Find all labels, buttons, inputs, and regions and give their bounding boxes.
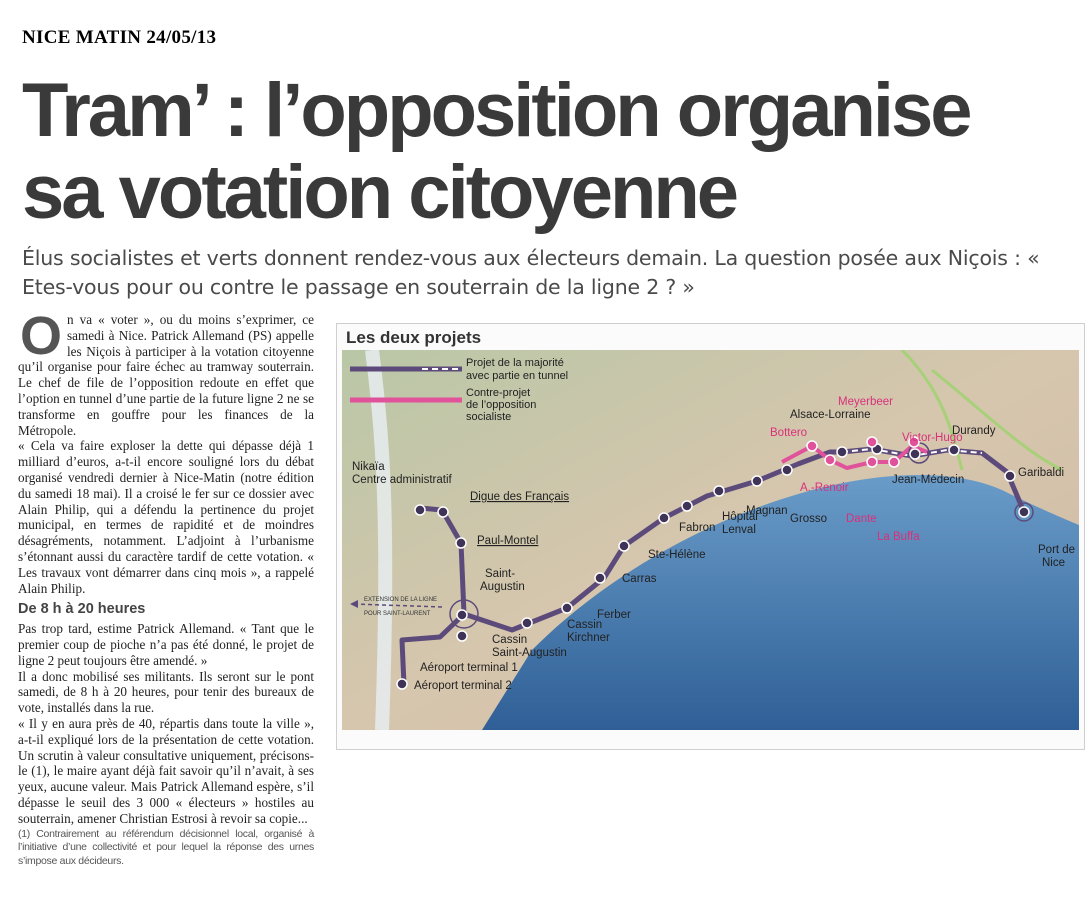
station-alsace-lorraine	[837, 447, 847, 457]
paragraph-2: « Cela va faire exploser la dette qui dépasse déjà 1 milliard d’euros, a-t-il encore souligné lors du débat organisé vendredi dernier à Nice-Matin (notre édition du samedi 18 mai). Il a croisé le fer sur ce dossier avec Alain Philip, qui a défendu la pertinence du projet municipal, en termes de rapidité et de moindres désagréments, notamment. L’adjoint à l’urbanisme s’étonnant aussi du caractère tardif de cette votation. « Les travaux vont démarrer dans cinq mois », a rappelé Alain Philip.	[18, 438, 314, 596]
station-saint-augustin	[457, 610, 467, 620]
label-saint-augustin-2: Augustin	[480, 581, 525, 593]
label-a-renoir: A.-Renoir	[800, 482, 849, 494]
label-digue: Digue des Français	[470, 491, 570, 503]
section-subhead: De 8 h à 20 heures	[18, 601, 146, 618]
label-saint-augustin-1: Saint-	[485, 568, 516, 580]
label-nikaia-1: Nikaïa	[352, 461, 385, 473]
footnote: (1) Contrairement au référendum décisionnel local, organisé à l’initiative d’une collectivité et pour lequel la réponse des urnes s’impose aux décideurs.	[18, 827, 314, 867]
label-dante: Dante	[846, 513, 877, 525]
station-nikaia	[415, 505, 425, 515]
label-hopital-1: Hôpital	[722, 511, 758, 523]
label-garibaldi: Garibaldi	[1018, 467, 1065, 479]
label-victor-hugo: Victor-Hugo	[902, 432, 963, 444]
dropcap: O	[20, 306, 63, 366]
headline-line-1: Tram’ : l’opposition organise	[22, 68, 970, 153]
label-magnan: Magnan	[746, 505, 788, 517]
label-hopital-2: Lenval	[722, 524, 756, 536]
label-alsace-lorraine: Alsace-Lorraine	[790, 409, 871, 421]
paragraph-5: « Il y en aura près de 40, répartis dans toute la ville », a-t-il expliqué lors de la présentation de cette votation. Un scrutin à valeur consultative uniquement, précisons-le (1), le maire ayant déjà fait savoir qu’il n’avait, à ses yeux, aucune valeur. Mais Patrick Allemand espère, s’il dépasse le seuil des 3 000 « électeurs » hostiles au souterrain, amener Christian Estrosi à revoir sa copie...	[18, 715, 314, 826]
station-carras	[619, 541, 629, 551]
extension-label-2: POUR SAINT-LAURENT	[364, 611, 431, 617]
station-aeroport-2	[397, 679, 407, 689]
legend-majority-label-1: Projet de la majorité	[466, 357, 564, 369]
label-la-buffa: La Buffa	[877, 531, 920, 543]
station-cassin-kirchner	[562, 603, 572, 613]
publication-source: NICE MATIN 24/05/13	[22, 27, 217, 48]
station-la-buffa	[889, 457, 899, 467]
map-title: Les deux projets	[346, 328, 482, 347]
legend-counter-label-3: socialiste	[466, 411, 512, 423]
station-digue	[438, 507, 448, 517]
label-port-1: Port de	[1038, 544, 1076, 556]
paragraph-1-text: n va « voter », ou du moins s’exprimer, ce samedi à Nice. Patrick Allemand (PS) appelle les Niçois à participer à la votation citoyenne qu’il organise pour faire échec au tramway souterrain. Le chef de file de l’opposition redoute en effet que l’option en tunnel d’une partie de la future ligne 2 ne se transforme en gouffre pour les finances de la Métropole.	[18, 312, 314, 438]
label-aeroport-1: Aéroport terminal 1	[420, 662, 518, 674]
label-nikaia-2: Centre administratif	[352, 474, 452, 486]
label-port-2: Nice	[1042, 557, 1066, 569]
label-carras: Carras	[622, 573, 657, 585]
legend-counter-label-1: Contre-projet	[466, 387, 531, 399]
label-meyerbeer: Meyerbeer	[838, 396, 893, 408]
label-ferber: Ferber	[597, 609, 631, 621]
article-body	[18, 306, 314, 898]
station-jean-medecin	[910, 449, 920, 459]
station-meyerbeer	[867, 437, 877, 447]
paragraph-1	[18, 306, 314, 438]
station-hopital	[714, 486, 724, 496]
label-bottero: Bottero	[770, 427, 808, 439]
station-grosso	[782, 465, 792, 475]
label-ste-helene: Ste-Hélène	[648, 549, 706, 561]
extension-label-1: EXTENSION DE LA LIGNE	[364, 597, 438, 603]
station-garibaldi	[1005, 471, 1015, 481]
station-fabron	[682, 501, 692, 511]
label-fabron: Fabron	[679, 522, 716, 534]
label-cassin-sa-2: Saint-Augustin	[492, 647, 567, 659]
legend-majority-label-2: avec partie en tunnel	[466, 370, 569, 382]
legend-counter-label-2: de l’opposition	[466, 399, 537, 411]
label-grosso: Grosso	[790, 513, 828, 525]
label-paul-montel: Paul-Montel	[477, 535, 539, 547]
label-cassin-k-1: Cassin	[567, 619, 603, 631]
station-ste-helene	[659, 513, 669, 523]
station-magnan	[752, 476, 762, 486]
station-paul-montel	[456, 538, 466, 548]
station-aeroport-1	[457, 631, 467, 641]
label-aeroport-2: Aéroport terminal 2	[414, 680, 512, 692]
paragraph-3: Pas trop tard, estime Patrick Allemand. « Tant que le premier coup de pioche n’a pas été donné, le projet de ligne 2 peut toujours être amendé. »	[18, 621, 314, 668]
standfirst: Élus socialistes et verts donnent rendez-vous aux électeurs demain. La question posée aux Niçois : « Etes-vous pour ou contre le passage en souterrain de la ligne 2 ? »	[22, 246, 1040, 299]
label-cassin-sa-1: Cassin	[492, 634, 528, 646]
label-jean-medecin: Jean-Médecin	[892, 474, 965, 486]
station-bottero	[807, 441, 817, 451]
label-cassin-k-2: Kirchner	[567, 632, 610, 644]
label-durandy: Durandy	[952, 425, 996, 437]
station-durandy	[949, 445, 959, 455]
headline-line-2: sa votation citoyenne	[22, 150, 737, 235]
paragraph-4: Il a donc mobilisé ses militants. Ils seront sur le pont samedi, de 8 h à 20 heures, pour tenir des bureaux de vote, installés dans la rue.	[18, 668, 314, 716]
station-a-renoir	[825, 455, 835, 465]
station-port	[1019, 507, 1029, 517]
tram-map	[342, 350, 1079, 730]
headline	[22, 70, 1082, 234]
station-ferber	[595, 573, 605, 583]
station-dante	[867, 457, 877, 467]
station-cassin-sa	[522, 618, 532, 628]
